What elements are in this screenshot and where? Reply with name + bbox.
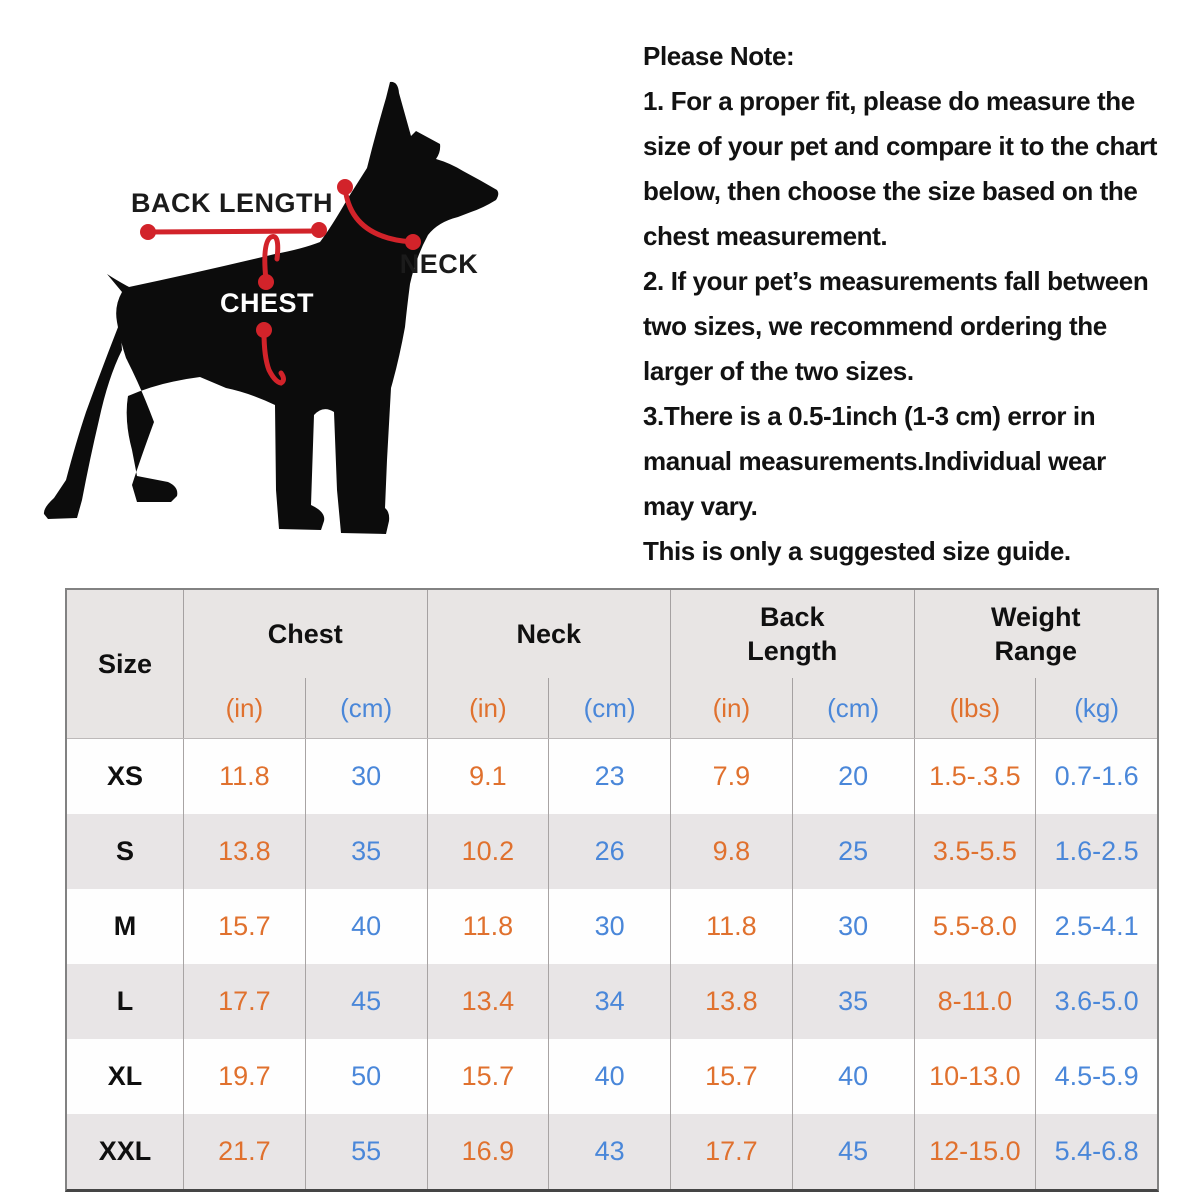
cell-weight-kg: 2.5-4.1 <box>1035 889 1157 964</box>
cell-weight-kg: 0.7-1.6 <box>1035 739 1157 814</box>
measure-dot <box>405 234 421 250</box>
measure-dot <box>140 224 156 240</box>
cell-back-length-in: 9.8 <box>670 814 792 889</box>
cell-neck-cm: 34 <box>548 964 670 1039</box>
cell-weight-lbs: 10-13.0 <box>914 1039 1036 1114</box>
measure-dot <box>256 322 272 338</box>
cell-weight-lbs: 5.5-8.0 <box>914 889 1036 964</box>
cell-neck-cm: 40 <box>548 1039 670 1114</box>
cell-chest-cm: 55 <box>305 1114 427 1189</box>
cell-back-length-in: 17.7 <box>670 1114 792 1189</box>
cell-weight-kg: 4.5-5.9 <box>1035 1039 1157 1114</box>
dog-measurement-diagram <box>30 60 590 560</box>
unit-header-chest-in: (in) <box>183 678 305 738</box>
note-line: 1. For a proper fit, please do measure the <box>643 86 1135 116</box>
column-group-back-length <box>670 590 914 678</box>
cell-neck-in: 10.2 <box>427 814 549 889</box>
table-row <box>67 1039 1157 1114</box>
column-group-label: Weight Range <box>991 602 1081 666</box>
cell-chest-in: 17.7 <box>183 964 305 1039</box>
cell-chest-in: 11.8 <box>183 739 305 814</box>
cell-neck-in: 9.1 <box>427 739 549 814</box>
cell-weight-lbs: 3.5-5.5 <box>914 814 1036 889</box>
unit-header-back-length-cm: (cm) <box>792 678 914 738</box>
cell-neck-cm: 30 <box>548 889 670 964</box>
cell-back-length-in: 7.9 <box>670 739 792 814</box>
cell-back-length-cm: 45 <box>792 1114 914 1189</box>
chest-label: CHEST <box>219 288 315 318</box>
table-row <box>67 889 1157 964</box>
column-group-chest <box>183 590 427 678</box>
note-line: two sizes, we recommend ordering the <box>643 311 1107 341</box>
cell-chest-cm: 50 <box>305 1039 427 1114</box>
cell-weight-kg: 1.6-2.5 <box>1035 814 1157 889</box>
cell-back-length-cm: 20 <box>792 739 914 814</box>
unit-header-weight-lbs: (lbs) <box>914 678 1036 738</box>
cell-neck-in: 15.7 <box>427 1039 549 1114</box>
cell-chest-in: 19.7 <box>183 1039 305 1114</box>
cell-chest-in: 21.7 <box>183 1114 305 1189</box>
note-line: This is only a suggested size guide. <box>643 536 1071 566</box>
cell-neck-in: 11.8 <box>427 889 549 964</box>
note-title: Please Note: <box>643 41 795 71</box>
cell-weight-lbs: 12-15.0 <box>914 1114 1036 1189</box>
note-line: manual measurements.Individual wear <box>643 446 1106 476</box>
cell-back-length-cm: 25 <box>792 814 914 889</box>
cell-chest-cm: 40 <box>305 889 427 964</box>
note-line: may vary. <box>643 491 758 521</box>
row-size-label: S <box>115 836 134 866</box>
measure-dot <box>337 179 353 195</box>
note-line: 2. If your pet’s measurements fall between <box>643 266 1149 296</box>
cell-weight-lbs: 8-11.0 <box>914 964 1036 1039</box>
cell-neck-cm: 23 <box>548 739 670 814</box>
row-size-label: XS <box>106 761 144 791</box>
column-group-label: Chest <box>267 619 343 649</box>
cell-neck-cm: 26 <box>548 814 670 889</box>
unit-header-back-length-in: (in) <box>670 678 792 738</box>
row-size-label: XL <box>107 1061 143 1091</box>
table-header <box>67 590 1157 739</box>
cell-neck-in: 16.9 <box>427 1114 549 1189</box>
cell-neck-cm: 43 <box>548 1114 670 1189</box>
row-size-label: XXL <box>98 1136 152 1166</box>
unit-header-neck-cm: (cm) <box>548 678 670 738</box>
cell-back-length-in: 15.7 <box>670 1039 792 1114</box>
cell-chest-in: 13.8 <box>183 814 305 889</box>
column-group-label: Neck <box>516 619 582 649</box>
unit-header-weight-kg: (kg) <box>1035 678 1157 738</box>
cell-back-length-cm: 30 <box>792 889 914 964</box>
cell-weight-kg: 5.4-6.8 <box>1035 1114 1157 1189</box>
cell-weight-lbs: 1.5-.3.5 <box>914 739 1036 814</box>
column-group-label: Back Length <box>747 602 838 666</box>
cell-back-length-cm: 40 <box>792 1039 914 1114</box>
unit-header-neck-in: (in) <box>427 678 549 738</box>
column-header-size: Size <box>97 648 153 679</box>
cell-back-length-in: 11.8 <box>670 889 792 964</box>
row-size-label: M <box>113 911 137 941</box>
back-length-label: BACK LENGTH <box>131 188 333 218</box>
cell-neck-in: 13.4 <box>427 964 549 1039</box>
size-chart-table <box>65 588 1159 1192</box>
measure-dot <box>311 222 327 238</box>
row-size-label: L <box>116 986 134 1016</box>
note-line: 3.There is a 0.5-1inch (1-3 cm) error in <box>643 401 1096 431</box>
table-row <box>67 964 1157 1039</box>
cell-chest-cm: 35 <box>305 814 427 889</box>
column-group-neck <box>427 590 671 678</box>
please-note-block <box>643 34 1157 574</box>
note-line: chest measurement. <box>643 221 888 251</box>
table-row <box>67 1114 1157 1189</box>
table-row <box>67 814 1157 889</box>
neck-label: NECK <box>399 249 479 279</box>
note-line: below, then choose the size based on the <box>643 176 1138 206</box>
cell-chest-cm: 30 <box>305 739 427 814</box>
cell-chest-cm: 45 <box>305 964 427 1039</box>
note-line: larger of the two sizes. <box>643 356 914 386</box>
cell-back-length-cm: 35 <box>792 964 914 1039</box>
cell-back-length-in: 13.8 <box>670 964 792 1039</box>
table-row <box>67 739 1157 814</box>
unit-header-chest-cm: (cm) <box>305 678 427 738</box>
cell-weight-kg: 3.6-5.0 <box>1035 964 1157 1039</box>
cell-chest-in: 15.7 <box>183 889 305 964</box>
note-line: size of your pet and compare it to the chart <box>643 131 1158 161</box>
dog-far-hind-leg <box>44 322 122 519</box>
column-group-weight-range <box>914 590 1158 678</box>
back-length-line <box>148 231 319 232</box>
